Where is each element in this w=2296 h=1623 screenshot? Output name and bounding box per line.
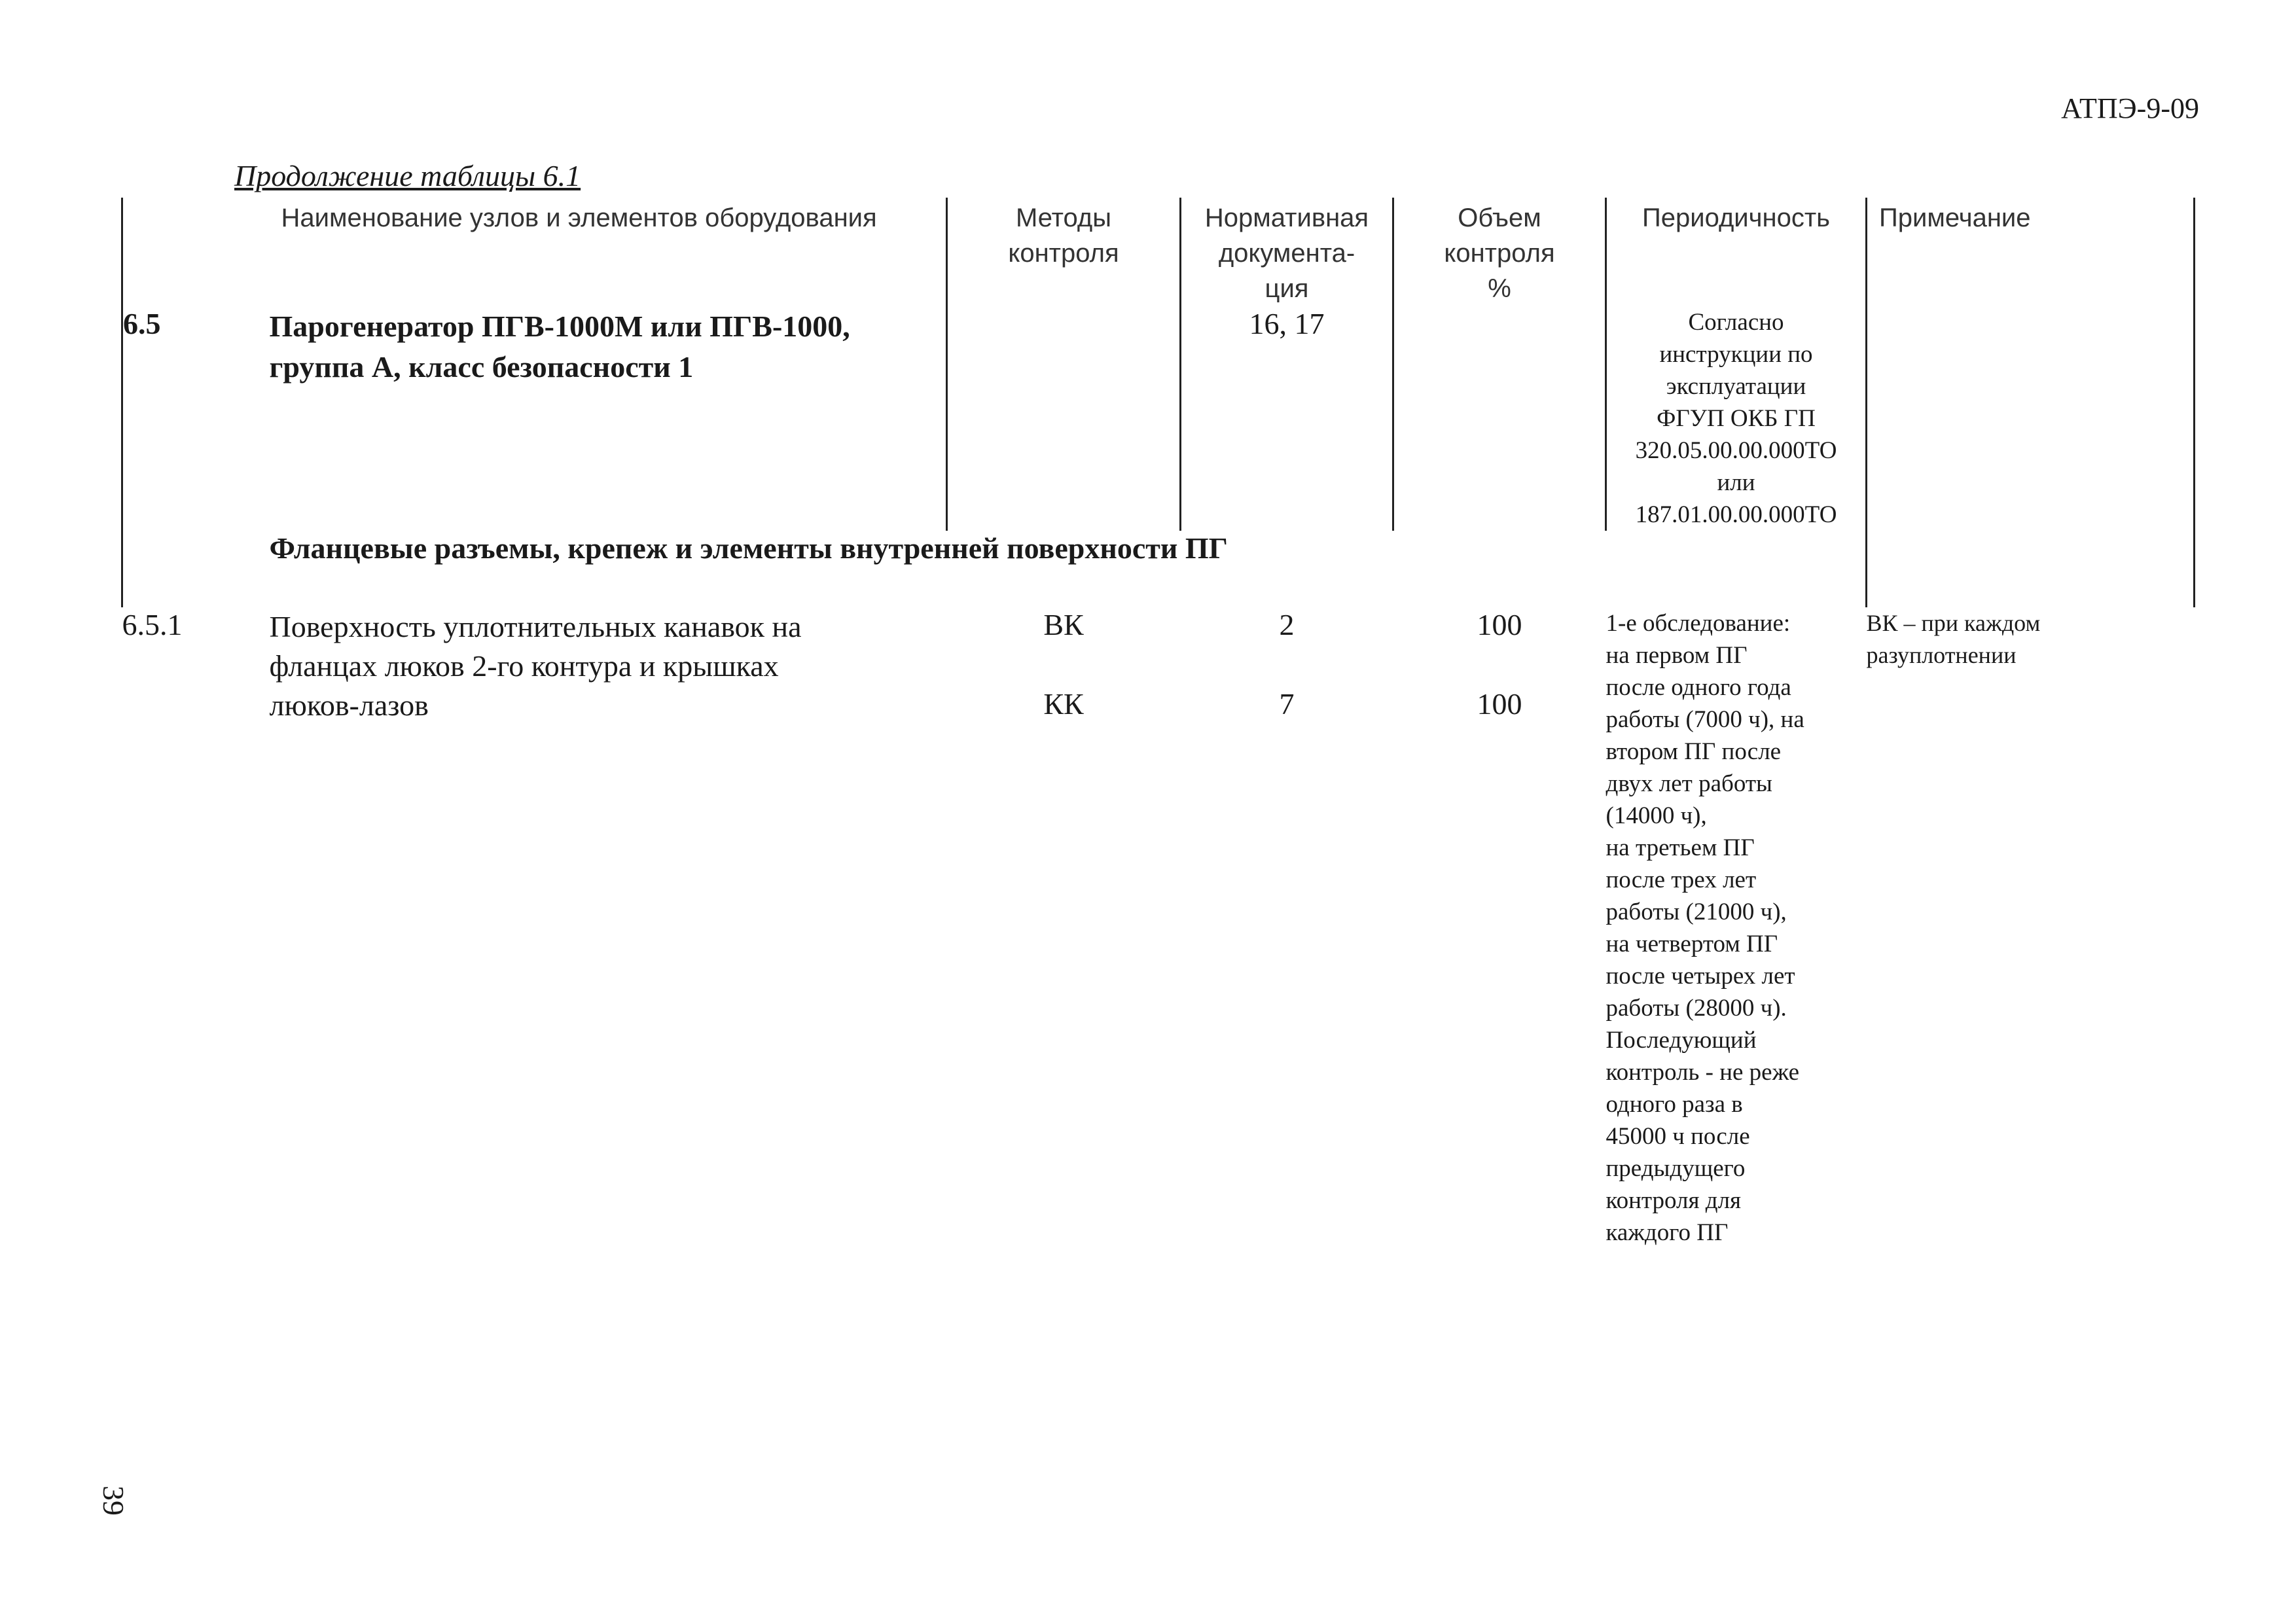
header-normative-cell: Нормативная документа- ция [1181,198,1393,306]
row-number: 6.5.1 [122,608,183,641]
page-number: 39 [97,1486,130,1516]
row-note [1867,306,2195,531]
header-note-cell: Примечание [1867,198,2195,306]
row-number: 6.5 [122,306,270,531]
row-methods [947,306,1181,531]
method-kk: КК [1043,687,1084,721]
note-vk: ВК – при каждом разуплотнении [1866,610,2041,668]
header-volume-cell: Объем контроля % [1393,198,1606,306]
row-periodicity: Согласно инструкции по эксплуатации ФГУП ОКБ ГП 320.05.00.00.000ТО или 187.01.00.00.000ТО [1606,306,1867,531]
document-code: АТПЭ-9-09 [2061,92,2199,124]
row-periodicity: 1-е обследование: на первом ПГ после одного года работы (7000 ч), на втором ПГ после двух лет работы (14000 ч), на третьем ПГ после трех лет работы (21000 ч), на четвертом ПГ после четырех лет работы (28000 ч). Последующий контроль - не реже одного раза в 45000 ч после предыдущего контроля для каждого ПГ [1605,610,1804,1246]
inspection-table [121,198,2195,1249]
table-row-6-5-1 [122,607,2195,687]
table-row-6-5 [122,306,2195,531]
section-note [1867,531,2195,607]
table-caption: Продолжение таблицы 6.1 [234,159,581,192]
table-header-row [122,198,2195,306]
row-normative: 16, 17 [1181,306,1393,531]
volume-kk: 100 [1477,687,1522,721]
normative-vk: 2 [1279,608,1295,641]
header-name-cell: Наименование узлов и элементов оборудования [281,204,877,232]
normative-kk: 7 [1279,687,1295,721]
note-kk [1867,687,2195,1249]
section-row [122,531,2195,607]
row-name: Парогенератор ПГВ-1000М или ПГВ-1000, группа А, класс безопасности 1 [269,310,850,383]
header-methods-cell: Методы контроля [947,198,1181,306]
header-periodicity-cell: Периодичность [1606,198,1867,306]
section-title: Фланцевые разъемы, крепеж и элементы внутренней поверхности ПГ [269,531,1228,565]
row-volume [1393,306,1606,531]
method-vk: ВК [1043,608,1084,641]
volume-vk: 100 [1477,608,1522,641]
row-name: Поверхность уплотнительных канавок на фланцах люков 2-го контура и крышках люков-лазов [269,610,802,722]
